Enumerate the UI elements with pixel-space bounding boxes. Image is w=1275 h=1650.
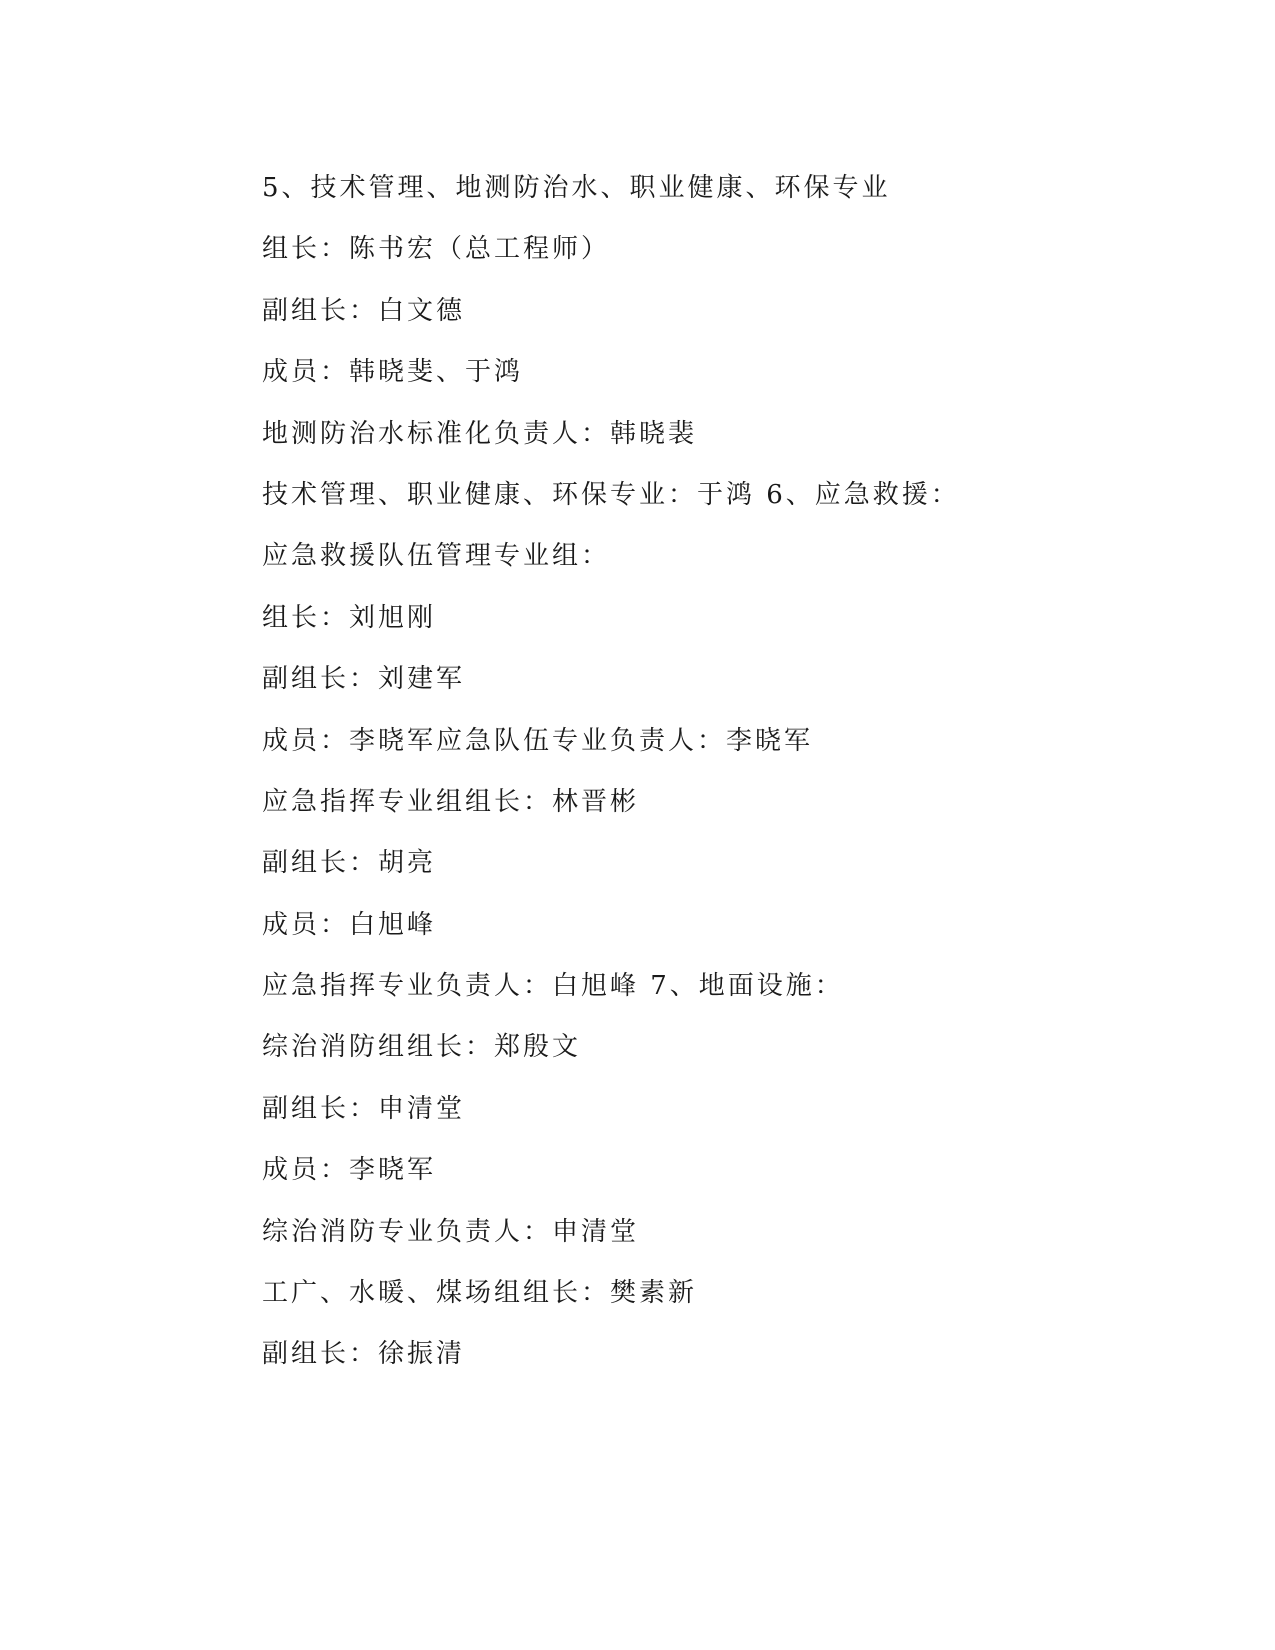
text-line: 成员：韩晓斐、于鸿 (262, 357, 524, 388)
document-body (262, 158, 1222, 1386)
text-line: 组长：刘旭刚 (262, 602, 437, 633)
text-line: 技术管理、职业健康、环保专业：于鸿 6、应急救援： (262, 479, 960, 510)
text-line: 副组长：徐振清 (262, 1339, 466, 1370)
text-line: 综治消防组组长：郑殷文 (262, 1032, 582, 1063)
text-line: 副组长：刘建军 (262, 664, 466, 695)
text-line: 综治消防专业负责人：申清堂 (262, 1216, 640, 1247)
text-line: 组长：陈书宏（总工程师） (262, 234, 611, 265)
text-line: 成员：李晓军 (262, 1155, 437, 1186)
text-line: 副组长：白文德 (262, 295, 466, 326)
text-line: 地测防治水标准化负责人：韩晓裴 (262, 418, 698, 449)
text-line: 应急指挥专业负责人：白旭峰 7、地面设施： (262, 971, 844, 1002)
text-line: 副组长：胡亮 (262, 848, 437, 879)
section-heading-5: 5、技术管理、地测防治水、职业健康、环保专业 (262, 173, 891, 203)
text-line: 成员：李晓军应急队伍专业负责人：李晓军 (262, 725, 814, 756)
text-line: 应急指挥专业组组长：林晋彬 (262, 786, 640, 817)
text-line: 副组长：申清堂 (262, 1093, 466, 1124)
text-line: 应急救援队伍管理专业组： (262, 541, 611, 572)
text-line: 成员：白旭峰 (262, 909, 437, 940)
text-line: 工广、水暖、煤场组组长：樊素新 (262, 1278, 698, 1309)
